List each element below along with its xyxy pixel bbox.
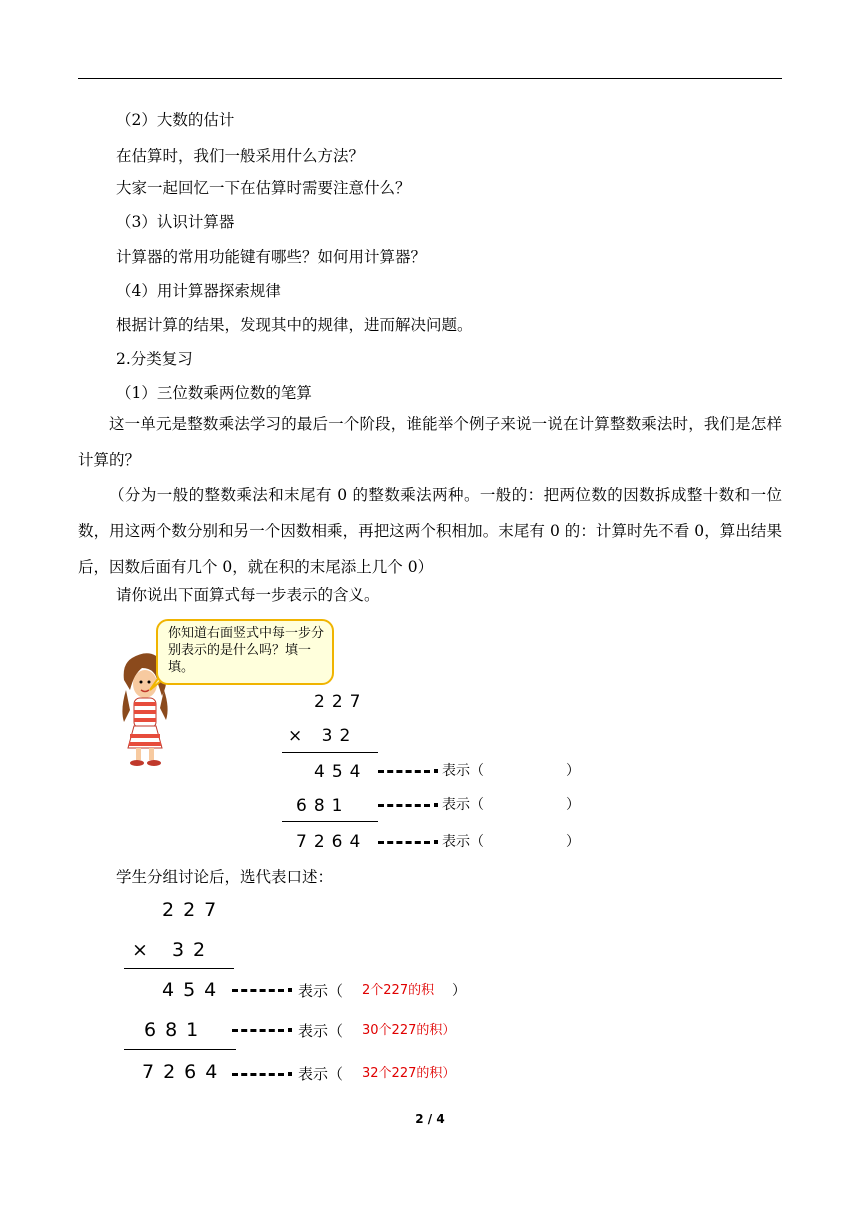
- text-line: 在估算时，我们一般采用什么方法？: [116, 147, 365, 165]
- paragraph-explanation: （分为一般的整数乘法和末尾有 0 的整数乘法两种。一般的：把两位数的因数拆成整十数和一位数，用这两个数分别和另一个因数相乘，再把这两个积相加。末尾有 0 的：计算时先不看 0，算出结果后，因数后面有几个 0，就在积的末尾添上几个 0）: [78, 486, 782, 576]
- calc1-leader-dot-3: [434, 840, 438, 844]
- calc1-leader-3: [378, 841, 430, 844]
- calc1-label-3: 表示（: [442, 834, 484, 850]
- calc2-label-1: 表示（: [298, 982, 344, 1000]
- heading-multiplication: （1）三位数乘两位数的笔算: [116, 384, 312, 402]
- calc1-partial-1: 454: [314, 762, 368, 782]
- calc2-leader-3: [232, 1073, 284, 1076]
- page-number: 2 / 4: [415, 1112, 445, 1126]
- speech-bubble-text: 你知道右面竖式中每一步分别表示的是什么吗？填一填。: [168, 626, 325, 675]
- text-line: 根据计算的结果，发现其中的规律，进而解决问题。: [116, 316, 473, 334]
- calc2-multiplier: × 32: [132, 939, 215, 961]
- calc2-rule-1: [124, 968, 234, 969]
- calc1-close-1: ）: [566, 763, 580, 779]
- text-line: 学生分组讨论后，选代表口述：: [116, 868, 334, 886]
- heading-review: 2.分类复习: [116, 350, 193, 368]
- header-rule: [78, 78, 782, 79]
- calc1-leader-dot-2: [434, 803, 438, 807]
- calc1-leader-dot-1: [434, 769, 438, 773]
- calc2-leader-dot-2: [288, 1028, 292, 1032]
- paragraph-question: 这一单元是整数乘法学习的最后一个阶段，谁能举个例子来说一说在计算整数乘法时，我们是怎样计算的？: [78, 415, 782, 469]
- calc1-multiplier: × 32: [288, 726, 358, 746]
- calc1-close-3: ）: [566, 834, 580, 850]
- heading-estimation: （2）大数的估计: [116, 111, 235, 129]
- text-line: 计算器的常用功能键有哪些？如何用计算器？: [116, 248, 427, 266]
- calc2-leader-2: [232, 1029, 284, 1032]
- calc1-rule-2: [282, 821, 378, 822]
- calc1-multiplicand: 227: [314, 692, 368, 712]
- text-line: 请你说出下面算式每一步表示的含义。: [116, 586, 380, 604]
- text-line: 大家一起回忆一下在估算时需要注意什么？: [116, 179, 411, 197]
- calc2-label-2: 表示（: [298, 1022, 344, 1040]
- calc2-product: 7264: [142, 1061, 227, 1083]
- heading-patterns: （4）用计算器探索规律: [116, 282, 281, 300]
- calc2-leader-dot-3: [288, 1072, 292, 1076]
- calc2-partial-2: 681: [144, 1019, 208, 1041]
- calc2-leader-dot-1: [288, 988, 292, 992]
- calc1-label-2: 表示（: [442, 797, 484, 813]
- calc2-multiplicand: 227: [162, 899, 226, 921]
- calc1-product: 7264: [296, 832, 368, 852]
- calc2-partial-1: 454: [162, 979, 226, 1001]
- calc2-label-3: 表示（: [298, 1065, 344, 1083]
- calc2-rule-2: [124, 1049, 236, 1050]
- calc1-leader-2: [378, 804, 430, 807]
- calc1-rule-1: [282, 752, 378, 753]
- calc1-label-1: 表示（: [442, 763, 484, 779]
- calc2-answer-2: 30个227的积）: [362, 1023, 456, 1038]
- calc1-leader-1: [378, 770, 430, 773]
- calc2-leader-1: [232, 989, 284, 992]
- calc2-close-1: ）: [452, 983, 466, 999]
- calc1-close-2: ）: [566, 797, 580, 813]
- calc2-answer-1: 2个227的积: [362, 983, 435, 998]
- calc2-answer-3: 32个227的积）: [362, 1066, 456, 1081]
- heading-calculator: （3）认识计算器: [116, 213, 235, 231]
- calc1-partial-2: 681: [296, 796, 350, 816]
